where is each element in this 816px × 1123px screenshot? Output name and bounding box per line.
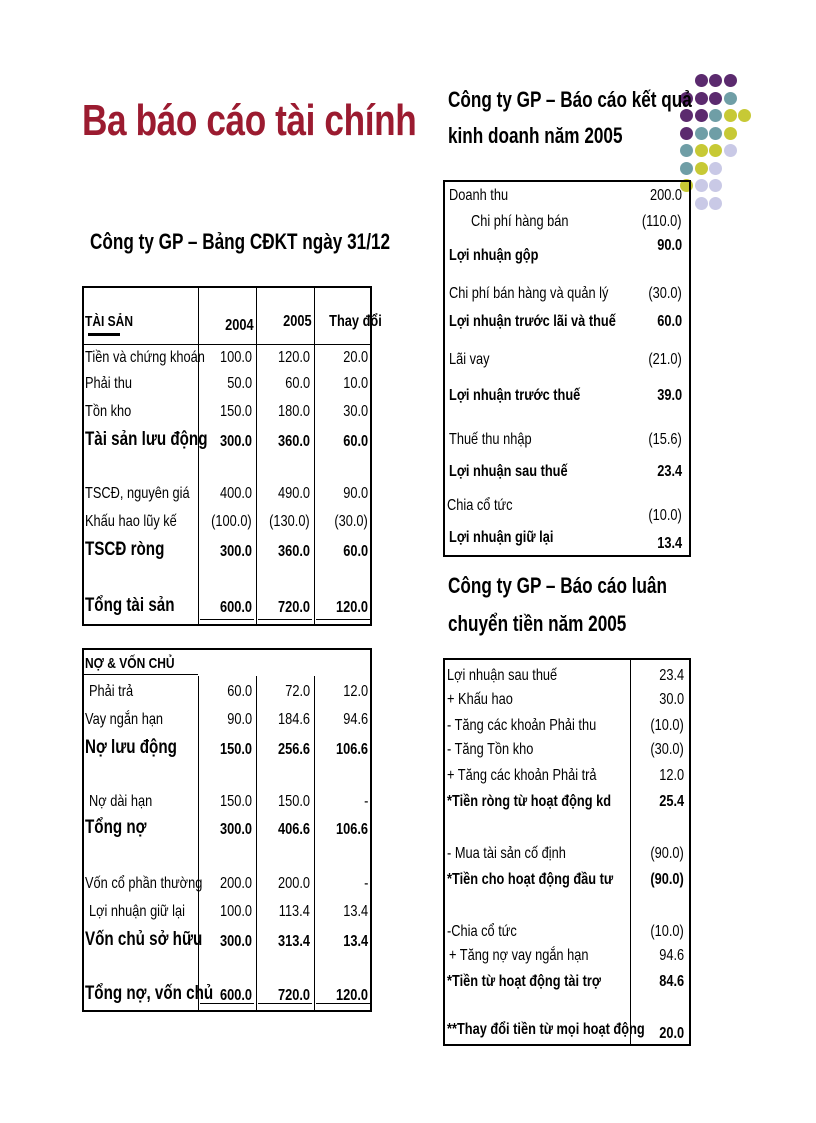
income-row-label: Lợi nhuận trước lãi và thuế	[449, 313, 616, 330]
liabilities-row-change: -	[363, 793, 368, 810]
liabilities-row-label: Vốn chủ sở hữu	[85, 929, 203, 950]
assets-row-change: 20.0	[343, 349, 368, 366]
cashflow-row-label: *Tiền cho hoạt động đầu tư	[447, 871, 614, 888]
cashflow-row-value: 12.0	[659, 767, 684, 784]
column-divider	[256, 676, 257, 1010]
decorative-dot	[695, 144, 708, 157]
cashflow-row-label: - Tăng các khoản Phải thu	[447, 717, 597, 734]
cashflow-row-value: (90.0)	[650, 845, 684, 862]
liabilities-row-2004: 90.0	[227, 711, 252, 728]
cashflow-row-value: 84.6	[659, 973, 684, 990]
total-underline	[258, 619, 312, 620]
decorative-dot	[709, 127, 722, 140]
income-row-label: Chi phí bán hàng và quản lý	[449, 285, 609, 302]
income-row-value: (15.6)	[648, 431, 682, 448]
assets-row-2004: 400.0	[219, 485, 252, 502]
cashflow-row-label: Lợi nhuận sau thuế	[447, 667, 558, 684]
decorative-dot	[709, 144, 722, 157]
income-row-value: (21.0)	[648, 351, 682, 368]
total-underline	[200, 1003, 254, 1004]
income-row-value: (10.0)	[648, 507, 682, 524]
income-row-label: Lợi nhuận gộp	[449, 247, 539, 264]
assets-row-change: (30.0)	[334, 513, 368, 530]
assets-row-2004: 300.0	[219, 543, 252, 560]
decorative-dot	[709, 197, 722, 210]
assets-row-2005: 360.0	[277, 433, 310, 450]
liabilities-row-label: Tổng nợ, vốn chủ	[85, 983, 214, 1004]
assets-row-2005: 180.0	[277, 403, 310, 420]
total-underline	[200, 619, 254, 620]
liabilities-row-label: Vay ngắn hạn	[85, 711, 164, 728]
column-divider	[314, 676, 315, 1010]
income-heading-line2: kinh doanh năm 2005	[448, 123, 623, 148]
income-row-label: Lãi vay	[449, 351, 490, 368]
cashflow-heading-line2: chuyển tiền năm 2005	[448, 611, 627, 636]
decorative-dot	[709, 109, 722, 122]
liabilities-header-label: NỢ & VỐN CHỦ	[85, 655, 175, 672]
liabilities-row-2004: 300.0	[219, 933, 252, 950]
cashflow-row-value: (10.0)	[650, 717, 684, 734]
decorative-dot	[709, 162, 722, 175]
assets-row-2004: 300.0	[219, 433, 252, 450]
assets-row-label: Phải thu	[85, 375, 132, 392]
assets-row-change: 10.0	[343, 375, 368, 392]
income-row-label: Thuế thu nhập	[449, 431, 532, 448]
assets-row-change: 90.0	[343, 485, 368, 502]
income-row-value: 23.4	[657, 463, 682, 480]
income-row-value: 39.0	[657, 387, 682, 404]
cashflow-row-value: 30.0	[659, 691, 684, 708]
assets-row-label: Tiền và chứng khoán	[85, 349, 205, 366]
income-row-label: Lợi nhuận trước thuế	[449, 387, 581, 404]
liabilities-row-2005: 113.4	[278, 903, 310, 920]
liabilities-row-label: Nợ lưu động	[85, 737, 177, 758]
assets-row-change: 60.0	[343, 543, 368, 560]
cashflow-row-value: 94.6	[659, 947, 684, 964]
liabilities-row-2005: 200.0	[277, 875, 310, 892]
cashflow-row-label: **Thay đổi tiền từ mọi hoạt động	[447, 1021, 645, 1038]
assets-header-label: TÀI SẢN	[85, 313, 133, 330]
liabilities-row-change: 120.0	[335, 987, 368, 1004]
income-row-value: (30.0)	[648, 285, 682, 302]
decorative-dot	[680, 144, 693, 157]
assets-header-2004: 2004	[225, 317, 254, 334]
assets-row-change: 60.0	[343, 433, 368, 450]
decorative-dot	[695, 179, 708, 192]
assets-row-2005: 720.0	[277, 599, 310, 616]
liabilities-row-2004: 200.0	[219, 875, 252, 892]
liabilities-row-change: 106.6	[335, 821, 368, 838]
assets-row-2004: 100.0	[219, 349, 252, 366]
cashflow-row-label: - Tăng Tồn kho	[447, 741, 534, 758]
income-row-value: 200.0	[649, 187, 682, 204]
liabilities-row-2004: 150.0	[219, 793, 252, 810]
income-row-value: 13.4	[657, 535, 682, 552]
decorative-dot	[680, 127, 693, 140]
liabilities-row-2005: 406.6	[277, 821, 310, 838]
cashflow-row-value: 25.4	[659, 793, 684, 810]
decorative-dot	[709, 74, 722, 87]
assets-row-2005: 360.0	[277, 543, 310, 560]
decorative-dot	[695, 162, 708, 175]
liabilities-row-change: 12.0	[343, 683, 368, 700]
liabilities-row-2004: 100.0	[219, 903, 252, 920]
liabilities-row-2005: 720.0	[277, 987, 310, 1004]
assets-row-label: Khấu hao lũy kế	[85, 513, 177, 530]
decorative-dot	[680, 162, 693, 175]
assets-row-label: TSCĐ, nguyên giá	[85, 485, 190, 502]
assets-row-change: 30.0	[343, 403, 368, 420]
liabilities-row-2005: 72.0	[285, 683, 310, 700]
liabilities-row-change: -	[363, 875, 368, 892]
assets-row-2004: 150.0	[219, 403, 252, 420]
decorative-dot	[695, 109, 708, 122]
assets-row-2004: (100.0)	[211, 513, 252, 530]
liabilities-row-label: Nợ dài hạn	[89, 793, 153, 810]
decorative-dot	[695, 127, 708, 140]
assets-header-2005: 2005	[283, 313, 312, 330]
decorative-dot	[695, 197, 708, 210]
liabilities-row-label: Lợi nhuận giữ lại	[89, 903, 185, 920]
column-divider	[198, 288, 199, 624]
cashflow-row-value: 23.4	[659, 667, 684, 684]
assets-row-label: Tổng tài sản	[85, 595, 175, 616]
assets-row-label: TSCĐ ròng	[85, 539, 165, 560]
cashflow-row-label: + Khấu hao	[447, 691, 513, 708]
assets-header-change: Thay đổi	[329, 313, 382, 330]
assets-row-2005: (130.0)	[269, 513, 310, 530]
decorative-dot	[724, 109, 737, 122]
liabilities-row-2004: 600.0	[219, 987, 252, 1004]
income-row-value: 90.0	[657, 237, 682, 254]
liabilities-row-2004: 60.0	[227, 683, 252, 700]
column-divider	[198, 676, 199, 1010]
cashflow-row-value: (90.0)	[650, 871, 684, 888]
header-separator	[84, 344, 370, 345]
cashflow-row-label: + Tăng các khoản Phải trả	[447, 767, 597, 784]
income-row-value: 60.0	[657, 313, 682, 330]
cashflow-row-value: 20.0	[659, 1025, 684, 1042]
liabilities-row-2005: 313.4	[277, 933, 310, 950]
header-underline	[88, 333, 120, 336]
decorative-dot	[738, 109, 751, 122]
decorative-dot	[724, 92, 737, 105]
cashflow-row-value: (30.0)	[650, 741, 684, 758]
liabilities-row-change: 13.4	[343, 933, 368, 950]
column-divider	[256, 288, 257, 624]
liabilities-row-2004: 300.0	[219, 821, 252, 838]
liabilities-row-2005: 150.0	[277, 793, 310, 810]
income-row-label: Lợi nhuận sau thuế	[449, 463, 568, 480]
assets-row-2004: 600.0	[219, 599, 252, 616]
liabilities-row-2005: 184.6	[277, 711, 310, 728]
decorative-dot	[695, 74, 708, 87]
cashflow-row-label: -Chia cổ tức	[447, 923, 517, 940]
assets-row-label: Tồn kho	[85, 403, 132, 420]
header-underline	[84, 674, 198, 675]
cashflow-row-label: - Mua tài sản cố định	[447, 845, 566, 862]
column-divider	[314, 288, 315, 624]
cashflow-heading-line1: Công ty GP – Báo cáo luân	[448, 573, 667, 598]
income-row-value: (110.0)	[642, 213, 682, 230]
cashflow-row-label: + Tăng nợ vay ngắn hạn	[449, 947, 589, 964]
income-row-label: Doanh thu	[449, 187, 509, 204]
liabilities-row-change: 106.6	[335, 741, 368, 758]
total-underline	[316, 1003, 370, 1004]
decorative-dot	[709, 179, 722, 192]
income-heading-line1: Công ty GP – Báo cáo kết quả	[448, 87, 692, 112]
decorative-dot	[724, 144, 737, 157]
assets-row-2005: 490.0	[277, 485, 310, 502]
decorative-dot	[724, 74, 737, 87]
balance-sheet-heading: Công ty GP – Bảng CĐKT ngày 31/12	[90, 229, 391, 254]
liabilities-row-change: 13.4	[343, 903, 368, 920]
cashflow-row-value: (10.0)	[650, 923, 684, 940]
decorative-dot	[695, 92, 708, 105]
assets-row-2005: 60.0	[285, 375, 310, 392]
liabilities-row-change: 94.6	[343, 711, 368, 728]
assets-table	[82, 286, 382, 626]
assets-row-2005: 120.0	[277, 349, 310, 366]
liabilities-row-label: Vốn cổ phần thường	[85, 875, 203, 892]
liabilities-row-2005: 256.6	[277, 741, 310, 758]
total-underline	[316, 619, 370, 620]
assets-row-label: Tài sản lưu động	[85, 429, 208, 450]
income-row-label: Lợi nhuận giữ lại	[449, 529, 554, 546]
cashflow-row-label: *Tiền từ hoạt động tài trợ	[447, 973, 601, 990]
total-underline	[258, 1003, 312, 1004]
page-title: Ba báo cáo tài chính	[82, 96, 417, 145]
decorative-dot	[724, 127, 737, 140]
liabilities-row-2004: 150.0	[219, 741, 252, 758]
liabilities-row-label: Tổng nợ	[85, 817, 147, 838]
liabilities-row-label: Phải trả	[89, 683, 134, 700]
cashflow-row-label: *Tiền ròng từ hoạt động kd	[447, 793, 612, 810]
assets-row-change: 120.0	[335, 599, 368, 616]
assets-row-2004: 50.0	[227, 375, 252, 392]
income-row-label: Chia cổ tức	[447, 497, 513, 514]
income-row-label: Chi phí hàng bán	[471, 213, 569, 230]
decorative-dot	[709, 92, 722, 105]
